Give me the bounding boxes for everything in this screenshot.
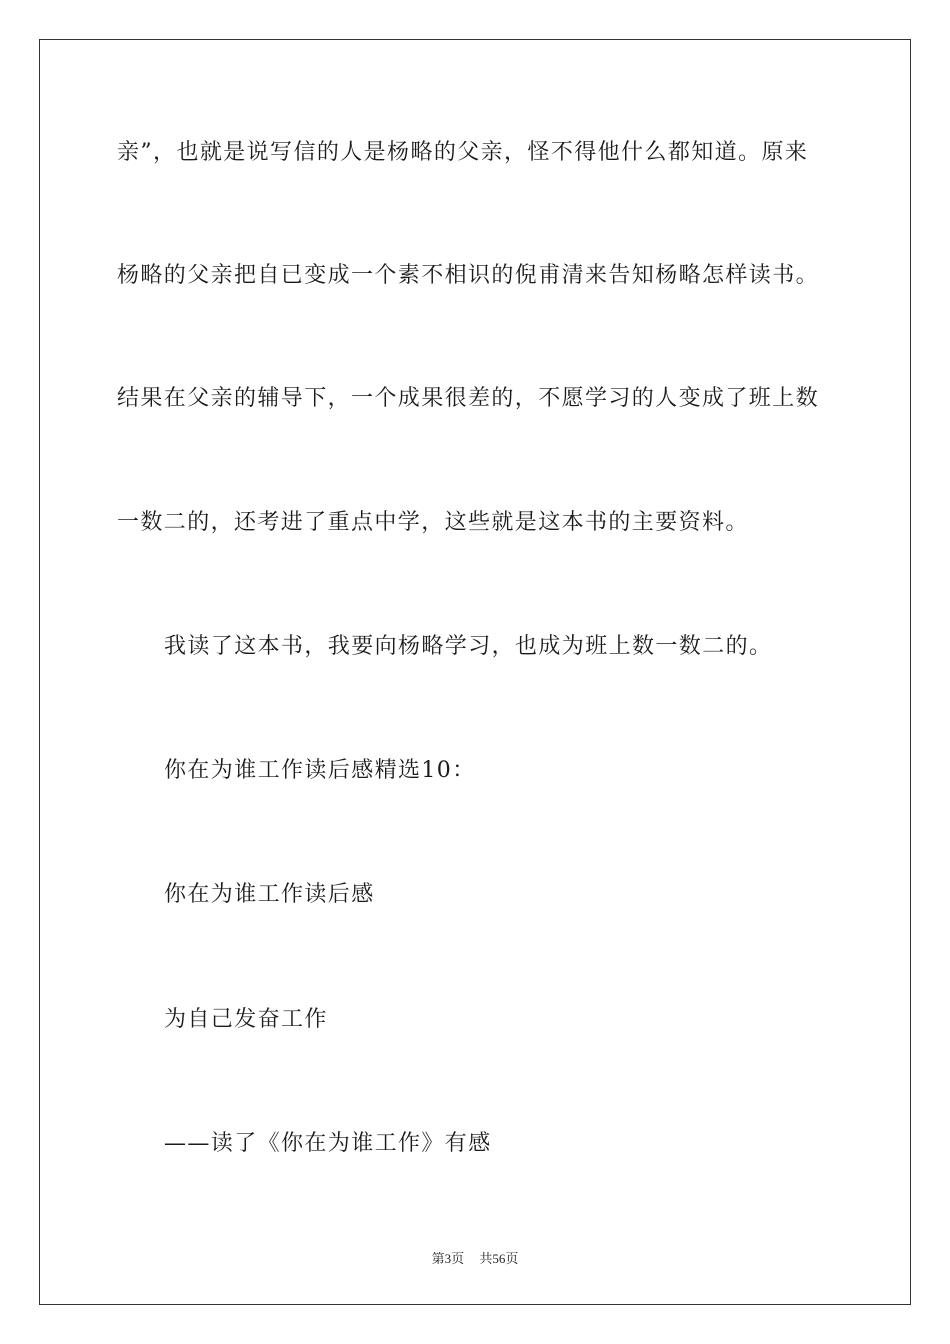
essay-byline: ——读了《你在为谁工作》有感 — [164, 1131, 492, 1156]
essay-subtitle: 为自己发奋工作 — [164, 1007, 328, 1032]
page-border — [39, 39, 911, 1305]
section-heading: 你在为谁工作读后感精选10： — [164, 758, 476, 783]
essay-title: 你在为谁工作读后感 — [164, 882, 375, 907]
page-number: 第3页 — [431, 1251, 465, 1266]
body-paragraph-reflection: 我读了这本书，我要向杨略学习，也成为班上数一数二的。 — [164, 634, 773, 659]
body-line-3: 结果在父亲的辅导下，一个成果很差的，不愿学习的人变成了班上数 — [117, 386, 820, 411]
total-pages: 共56页 — [479, 1251, 519, 1266]
body-line-4: 一数二的，还考进了重点中学，这些就是这本书的主要资料。 — [117, 510, 749, 535]
body-line-2: 杨略的父亲把自已变成一个素不相识的倪甫清来告知杨略怎样读书。 — [117, 263, 820, 288]
body-line-1: 亲”，也就是说写信的人是杨略的父亲，怪不得他什么都知道。原来 — [117, 140, 809, 165]
page-footer — [0, 1248, 950, 1267]
